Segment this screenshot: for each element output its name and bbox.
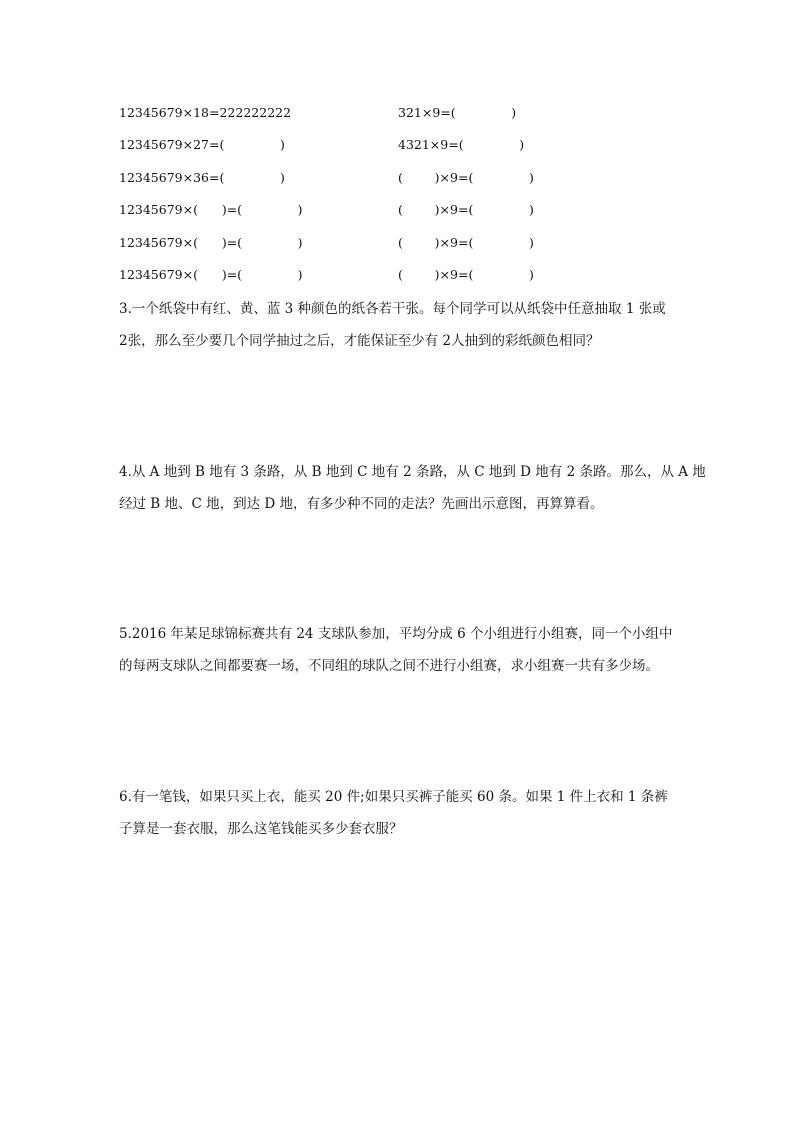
equation-left-5: 12345679×( )=( ) xyxy=(119,235,303,250)
equation-right-6: ( )×9=( ) xyxy=(398,267,534,282)
problem-3 xyxy=(119,293,679,357)
problem-6-line-1: 6.有一笔钱，如果只买上衣，能买 20 件;如果只买裤子能买 60 条。如果 1 件上衣和 1 条裤 xyxy=(119,789,668,805)
problem-4-line-1: 4.从 A 地到 B 地有 3 条路，从 B 地到 C 地有 2 条路，从 C 地到 D 地有 2 条路。那么，从 A 地 xyxy=(119,464,706,480)
equation-right-4: ( )×9=( ) xyxy=(398,202,534,217)
equation-left-4: 12345679×( )=( ) xyxy=(119,202,303,217)
problem-6-line-2: 子算是一套衣服，那么这笔钱能买多少套衣服？ xyxy=(119,821,403,837)
problem-3-line-2: 2张，那么至少要几个同学抽过之后，才能保证至少有 2人抽到的彩纸颜色相同？ xyxy=(119,333,600,349)
equation-left-6: 12345679×( )=( ) xyxy=(119,267,303,282)
equation-right-5: ( )×9=( ) xyxy=(398,235,534,250)
problem-5-line-2: 的每两支球队之间都要赛一场，不同组的球队之间不进行小组赛，求小组赛一共有多少场。 xyxy=(119,658,659,674)
problem-4 xyxy=(119,456,706,520)
problem-6 xyxy=(119,781,679,845)
problem-3-line-1: 3.一个纸袋中有红、黄、蓝 3 种颜色的纸各若干张。每个同学可以从纸袋中任意抽取 1 张或 xyxy=(119,301,666,317)
equation-right-1: 321×9=( ) xyxy=(398,105,517,120)
equation-right-2: 4321×9=( ) xyxy=(398,137,525,152)
equation-left-2: 12345679×27=( ) xyxy=(119,137,285,152)
equation-left-3: 12345679×36=( ) xyxy=(119,170,285,185)
problem-5 xyxy=(119,618,679,682)
problem-4-line-2: 经过 B 地、C 地，到达 D 地，有多少种不同的走法？先画出示意图，再算算看。 xyxy=(119,496,604,512)
equation-left-1: 12345679×18=222222222 xyxy=(119,105,292,120)
problem-5-line-1: 5.2016 年某足球锦标赛共有 24 支球队参加，平均分成 6 个小组进行小组赛，同一个小组中 xyxy=(119,626,673,642)
equation-right-3: ( )×9=( ) xyxy=(398,170,534,185)
